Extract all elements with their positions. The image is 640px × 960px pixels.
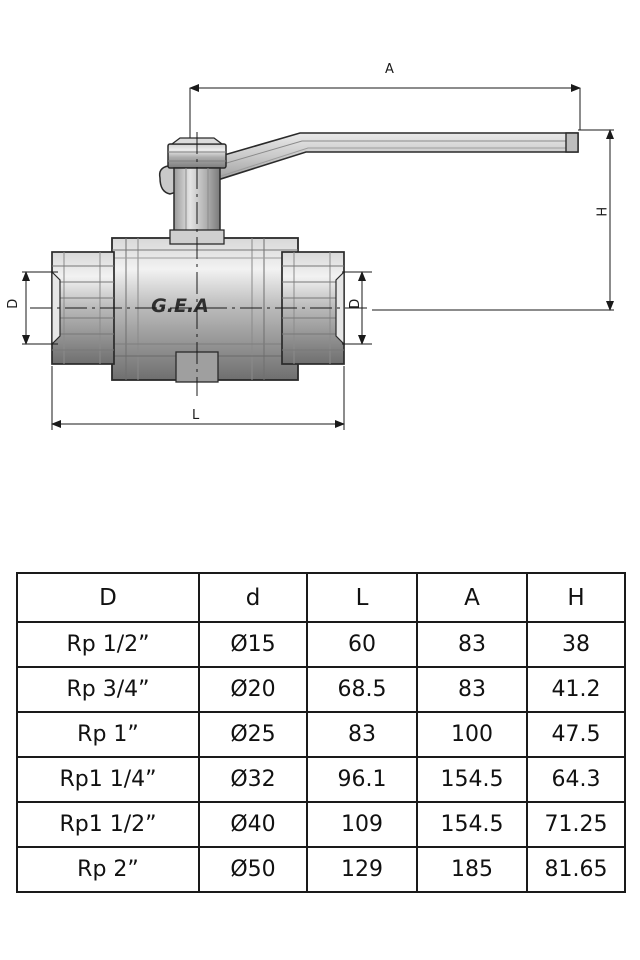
cell-H: 71.25 [527, 802, 625, 847]
cell-d: Ø20 [199, 667, 307, 712]
cell-D: Rp 2” [17, 847, 199, 892]
cell-A: 185 [417, 847, 527, 892]
cell-D: Rp 1/2” [17, 622, 199, 667]
cell-L: 68.5 [307, 667, 417, 712]
cell-L: 109 [307, 802, 417, 847]
cell-d: Ø25 [199, 712, 307, 757]
cell-H: 81.65 [527, 847, 625, 892]
column-header-H: H [527, 573, 625, 622]
cell-H: 38 [527, 622, 625, 667]
dimension-label-A: A [385, 62, 395, 77]
cell-L: 96.1 [307, 757, 417, 802]
cell-D: Rp 3/4” [17, 667, 199, 712]
dimension-label-D-left: D [5, 298, 21, 309]
column-header-A: A [417, 573, 527, 622]
dimension-label-D-right: D [347, 298, 363, 309]
table-row [17, 712, 625, 757]
dimension-label-H: H [595, 206, 611, 217]
column-header-L: L [307, 573, 417, 622]
cell-L: 83 [307, 712, 417, 757]
table-header-row [17, 573, 625, 622]
cell-H: 64.3 [527, 757, 625, 802]
cell-A: 83 [417, 622, 527, 667]
cell-L: 129 [307, 847, 417, 892]
cell-A: 154.5 [417, 802, 527, 847]
dimensions-table-wrapper [16, 572, 624, 893]
column-header-d: d [199, 573, 307, 622]
cell-D: Rp1 1/2” [17, 802, 199, 847]
cell-D: Rp 1” [17, 712, 199, 757]
table-row [17, 622, 625, 667]
cell-D: Rp1 1/4” [17, 757, 199, 802]
table-row [17, 802, 625, 847]
table-row [17, 757, 625, 802]
valve-body [112, 230, 298, 382]
dimension-label-L: L [192, 408, 200, 423]
cell-d: Ø15 [199, 622, 307, 667]
cell-A: 154.5 [417, 757, 527, 802]
cell-A: 83 [417, 667, 527, 712]
cell-H: 47.5 [527, 712, 625, 757]
cell-d: Ø32 [199, 757, 307, 802]
table-row [17, 847, 625, 892]
table-row [17, 667, 625, 712]
cell-H: 41.2 [527, 667, 625, 712]
dimensions-table [16, 572, 626, 893]
column-header-D: D [17, 573, 199, 622]
cell-d: Ø40 [199, 802, 307, 847]
brand-mark: G.E.A [151, 295, 209, 317]
cell-L: 60 [307, 622, 417, 667]
dimension-H [372, 130, 614, 310]
cell-d: Ø50 [199, 847, 307, 892]
cell-A: 100 [417, 712, 527, 757]
